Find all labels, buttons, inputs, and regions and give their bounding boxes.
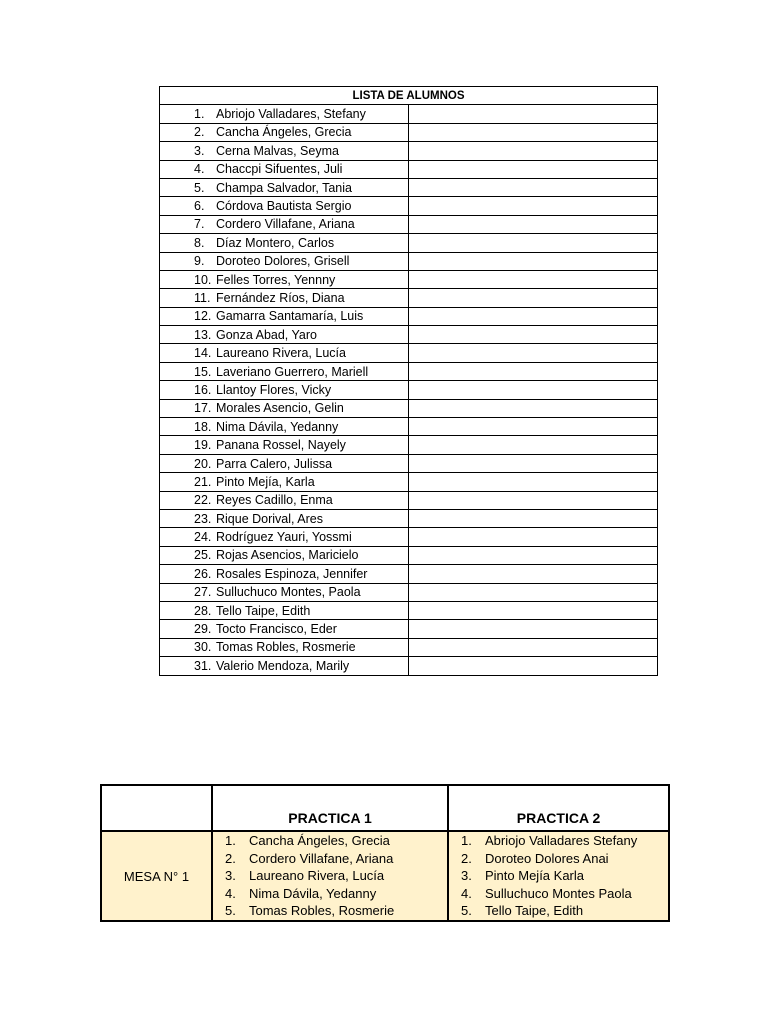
practica1-item bbox=[213, 885, 447, 903]
student-blank-cell bbox=[409, 123, 658, 141]
practica2-item bbox=[449, 885, 668, 903]
student-blank-cell bbox=[409, 657, 658, 675]
student-row bbox=[160, 234, 658, 252]
student-name-cell bbox=[160, 234, 409, 252]
student-row bbox=[160, 289, 658, 307]
practica2-item bbox=[449, 832, 668, 850]
student-name-cell bbox=[160, 399, 409, 417]
student-row bbox=[160, 142, 658, 160]
student-blank-cell bbox=[409, 307, 658, 325]
student-blank-cell bbox=[409, 215, 658, 233]
student-row bbox=[160, 638, 658, 656]
student-number: 6. bbox=[194, 199, 205, 214]
student-number: 15. bbox=[194, 364, 212, 379]
groups-header-blank bbox=[101, 785, 212, 831]
practica1-item-name: Nima Dávila, Yedanny bbox=[249, 885, 377, 901]
student-name: Chaccpi Sifuentes, Juli bbox=[216, 162, 343, 177]
student-number: 12. bbox=[194, 309, 212, 324]
practica-2-header: PRACTICA 2 bbox=[448, 785, 669, 831]
student-row bbox=[160, 215, 658, 233]
student-name-cell bbox=[160, 362, 409, 380]
practica-1-header: PRACTICA 1 bbox=[212, 785, 448, 831]
student-blank-cell bbox=[409, 105, 658, 123]
practica-1-list bbox=[213, 832, 447, 920]
student-row bbox=[160, 381, 658, 399]
student-blank-cell bbox=[409, 142, 658, 160]
student-name-cell bbox=[160, 454, 409, 472]
student-blank-cell bbox=[409, 270, 658, 288]
student-row bbox=[160, 178, 658, 196]
student-blank-cell bbox=[409, 178, 658, 196]
student-name: Cerna Malvas, Seyma bbox=[216, 143, 339, 158]
student-name: Gamarra Santamaría, Luis bbox=[216, 309, 364, 324]
student-row bbox=[160, 436, 658, 454]
student-number: 27. bbox=[194, 585, 212, 600]
student-number: 26. bbox=[194, 566, 212, 581]
student-blank-cell bbox=[409, 160, 658, 178]
student-row bbox=[160, 105, 658, 123]
practica2-item bbox=[449, 902, 668, 920]
student-number: 20. bbox=[194, 456, 212, 471]
student-blank-cell bbox=[409, 289, 658, 307]
student-name: Abriojo Valladares, Stefany bbox=[216, 107, 366, 122]
student-name-cell bbox=[160, 601, 409, 619]
student-number: 14. bbox=[194, 346, 212, 361]
student-blank-cell bbox=[409, 509, 658, 527]
practica1-item-name: Cancha Ángeles, Grecia bbox=[249, 833, 390, 849]
student-name: Rique Dorival, Ares bbox=[216, 511, 323, 526]
student-name-cell bbox=[160, 491, 409, 509]
student-blank-cell bbox=[409, 638, 658, 656]
practica2-item-number: 1. bbox=[461, 833, 472, 849]
student-name-cell bbox=[160, 160, 409, 178]
student-name: Sulluchuco Montes, Paola bbox=[216, 585, 361, 600]
student-row bbox=[160, 491, 658, 509]
student-name-cell bbox=[160, 509, 409, 527]
student-number: 31. bbox=[194, 658, 212, 673]
student-name-cell bbox=[160, 270, 409, 288]
student-number: 19. bbox=[194, 438, 212, 453]
student-number: 3. bbox=[194, 143, 205, 158]
student-name: Champa Salvador, Tania bbox=[216, 180, 352, 195]
student-blank-cell bbox=[409, 528, 658, 546]
student-blank-cell bbox=[409, 234, 658, 252]
students-table-header-row bbox=[160, 87, 658, 105]
student-name-cell bbox=[160, 620, 409, 638]
student-number: 2. bbox=[194, 125, 205, 140]
student-blank-cell bbox=[409, 399, 658, 417]
student-number: 28. bbox=[194, 603, 212, 618]
student-blank-cell bbox=[409, 326, 658, 344]
practica2-item bbox=[449, 867, 668, 885]
students-table-title: LISTA DE ALUMNOS bbox=[160, 87, 658, 105]
student-number: 9. bbox=[194, 254, 205, 269]
student-number: 24. bbox=[194, 530, 212, 545]
student-row bbox=[160, 326, 658, 344]
student-number: 16. bbox=[194, 382, 212, 397]
student-name-cell bbox=[160, 381, 409, 399]
student-number: 23. bbox=[194, 511, 212, 526]
student-row bbox=[160, 399, 658, 417]
student-name-cell bbox=[160, 546, 409, 564]
student-row bbox=[160, 546, 658, 564]
student-number: 17. bbox=[194, 401, 212, 416]
student-number: 5. bbox=[194, 180, 205, 195]
student-name-cell bbox=[160, 142, 409, 160]
student-number: 22. bbox=[194, 493, 212, 508]
student-name: Laureano Rivera, Lucía bbox=[216, 346, 346, 361]
student-name: Doroteo Dolores, Grisell bbox=[216, 254, 350, 269]
student-name-cell bbox=[160, 657, 409, 675]
student-name-cell bbox=[160, 123, 409, 141]
student-row bbox=[160, 528, 658, 546]
student-name: Díaz Montero, Carlos bbox=[216, 235, 335, 250]
student-blank-cell bbox=[409, 601, 658, 619]
student-name: Llantoy Flores, Vicky bbox=[216, 382, 332, 397]
student-row bbox=[160, 454, 658, 472]
student-name: Pinto Mejía, Karla bbox=[216, 474, 315, 489]
student-name: Morales Asencio, Gelin bbox=[216, 401, 344, 416]
students-list-table bbox=[159, 86, 658, 676]
practica2-item-number: 4. bbox=[461, 885, 472, 901]
student-row bbox=[160, 270, 658, 288]
student-name: Reyes Cadillo, Enma bbox=[216, 493, 333, 508]
student-name-cell bbox=[160, 178, 409, 196]
student-blank-cell bbox=[409, 252, 658, 270]
student-row bbox=[160, 509, 658, 527]
student-blank-cell bbox=[409, 565, 658, 583]
practica-1-cell bbox=[212, 831, 448, 921]
practica1-item bbox=[213, 902, 447, 920]
student-blank-cell bbox=[409, 436, 658, 454]
student-number: 21. bbox=[194, 474, 212, 489]
student-number: 25. bbox=[194, 548, 212, 563]
student-blank-cell bbox=[409, 473, 658, 491]
practica2-item bbox=[449, 850, 668, 868]
student-name: Rodríguez Yauri, Yossmi bbox=[216, 530, 352, 545]
student-row bbox=[160, 473, 658, 491]
practica1-item-number: 4. bbox=[225, 885, 236, 901]
student-name: Rojas Asencios, Maricielo bbox=[216, 548, 359, 563]
student-row bbox=[160, 160, 658, 178]
student-number: 18. bbox=[194, 419, 212, 434]
student-name-cell bbox=[160, 473, 409, 491]
student-name: Córdova Bautista Sergio bbox=[216, 199, 352, 214]
student-blank-cell bbox=[409, 362, 658, 380]
student-name-cell bbox=[160, 583, 409, 601]
student-row bbox=[160, 418, 658, 436]
student-row bbox=[160, 657, 658, 675]
student-number: 7. bbox=[194, 217, 205, 232]
student-row bbox=[160, 583, 658, 601]
student-name-cell bbox=[160, 215, 409, 233]
practica2-item-name: Doroteo Dolores Anai bbox=[485, 850, 609, 866]
student-blank-cell bbox=[409, 454, 658, 472]
practica-2-list bbox=[449, 832, 668, 920]
practica2-item-number: 3. bbox=[461, 868, 472, 884]
student-blank-cell bbox=[409, 418, 658, 436]
practica1-item-number: 3. bbox=[225, 868, 236, 884]
practica-2-cell bbox=[448, 831, 669, 921]
groups-header-row bbox=[101, 785, 669, 831]
student-name: Tocto Francisco, Eder bbox=[216, 622, 337, 637]
student-row bbox=[160, 344, 658, 362]
practica2-item-number: 2. bbox=[461, 850, 472, 866]
student-blank-cell bbox=[409, 620, 658, 638]
student-blank-cell bbox=[409, 381, 658, 399]
student-row bbox=[160, 197, 658, 215]
practica2-item-name: Pinto Mejía Karla bbox=[485, 868, 584, 884]
student-name-cell bbox=[160, 105, 409, 123]
student-number: 8. bbox=[194, 235, 205, 250]
student-row bbox=[160, 620, 658, 638]
student-name: Panana Rossel, Nayely bbox=[216, 438, 346, 453]
student-name: Cordero Villafane, Ariana bbox=[216, 217, 355, 232]
student-number: 1. bbox=[194, 107, 205, 122]
student-row bbox=[160, 123, 658, 141]
student-name: Parra Calero, Julissa bbox=[216, 456, 333, 471]
practica2-item-number: 5. bbox=[461, 903, 472, 919]
student-name: Laveriano Guerrero, Mariell bbox=[216, 364, 369, 379]
student-name-cell bbox=[160, 528, 409, 546]
groups-table bbox=[100, 784, 670, 922]
student-name: Felles Torres, Yennny bbox=[216, 272, 336, 287]
student-row bbox=[160, 307, 658, 325]
student-name: Valerio Mendoza, Marily bbox=[216, 658, 350, 673]
practica1-item bbox=[213, 832, 447, 850]
student-name: Tomas Robles, Rosmerie bbox=[216, 640, 356, 655]
student-number: 29. bbox=[194, 622, 212, 637]
mesa-row bbox=[101, 831, 669, 921]
student-number: 30. bbox=[194, 640, 212, 655]
student-name-cell bbox=[160, 436, 409, 454]
student-blank-cell bbox=[409, 344, 658, 362]
student-name-cell bbox=[160, 565, 409, 583]
practica1-item-number: 2. bbox=[225, 850, 236, 866]
student-number: 13. bbox=[194, 327, 212, 342]
practica1-item bbox=[213, 867, 447, 885]
student-name-cell bbox=[160, 638, 409, 656]
student-blank-cell bbox=[409, 491, 658, 509]
practica1-item-name: Tomas Robles, Rosmerie bbox=[249, 903, 395, 919]
student-name: Tello Taipe, Edith bbox=[216, 603, 311, 618]
practica1-item bbox=[213, 850, 447, 868]
practica2-item-name: Abriojo Valladares Stefany bbox=[485, 833, 638, 849]
student-name-cell bbox=[160, 307, 409, 325]
students-table-body bbox=[160, 105, 658, 675]
student-name-cell bbox=[160, 326, 409, 344]
practica1-item-name: Laureano Rivera, Lucía bbox=[249, 868, 385, 884]
student-name: Gonza Abad, Yaro bbox=[216, 327, 318, 342]
student-blank-cell bbox=[409, 546, 658, 564]
practica1-item-number: 1. bbox=[225, 833, 236, 849]
practica2-item-name: Tello Taipe, Edith bbox=[485, 903, 584, 919]
student-row bbox=[160, 601, 658, 619]
student-row bbox=[160, 362, 658, 380]
practica1-item-number: 5. bbox=[225, 903, 236, 919]
student-name-cell bbox=[160, 252, 409, 270]
student-number: 4. bbox=[194, 162, 205, 177]
student-name-cell bbox=[160, 197, 409, 215]
student-name-cell bbox=[160, 289, 409, 307]
student-name: Cancha Ángeles, Grecia bbox=[216, 125, 352, 140]
practica2-item-name: Sulluchuco Montes Paola bbox=[485, 885, 632, 901]
practica1-item-name: Cordero Villafane, Ariana bbox=[249, 850, 394, 866]
student-name: Fernández Ríos, Diana bbox=[216, 290, 345, 305]
student-name-cell bbox=[160, 418, 409, 436]
student-number: 11. bbox=[194, 290, 211, 305]
student-number: 10. bbox=[194, 272, 212, 287]
student-blank-cell bbox=[409, 197, 658, 215]
student-name: Nima Dávila, Yedanny bbox=[216, 419, 339, 434]
student-name: Rosales Espinoza, Jennifer bbox=[216, 566, 368, 581]
student-name-cell bbox=[160, 344, 409, 362]
mesa-label: MESA N° 1 bbox=[101, 831, 212, 921]
student-row bbox=[160, 565, 658, 583]
student-blank-cell bbox=[409, 583, 658, 601]
student-row bbox=[160, 252, 658, 270]
